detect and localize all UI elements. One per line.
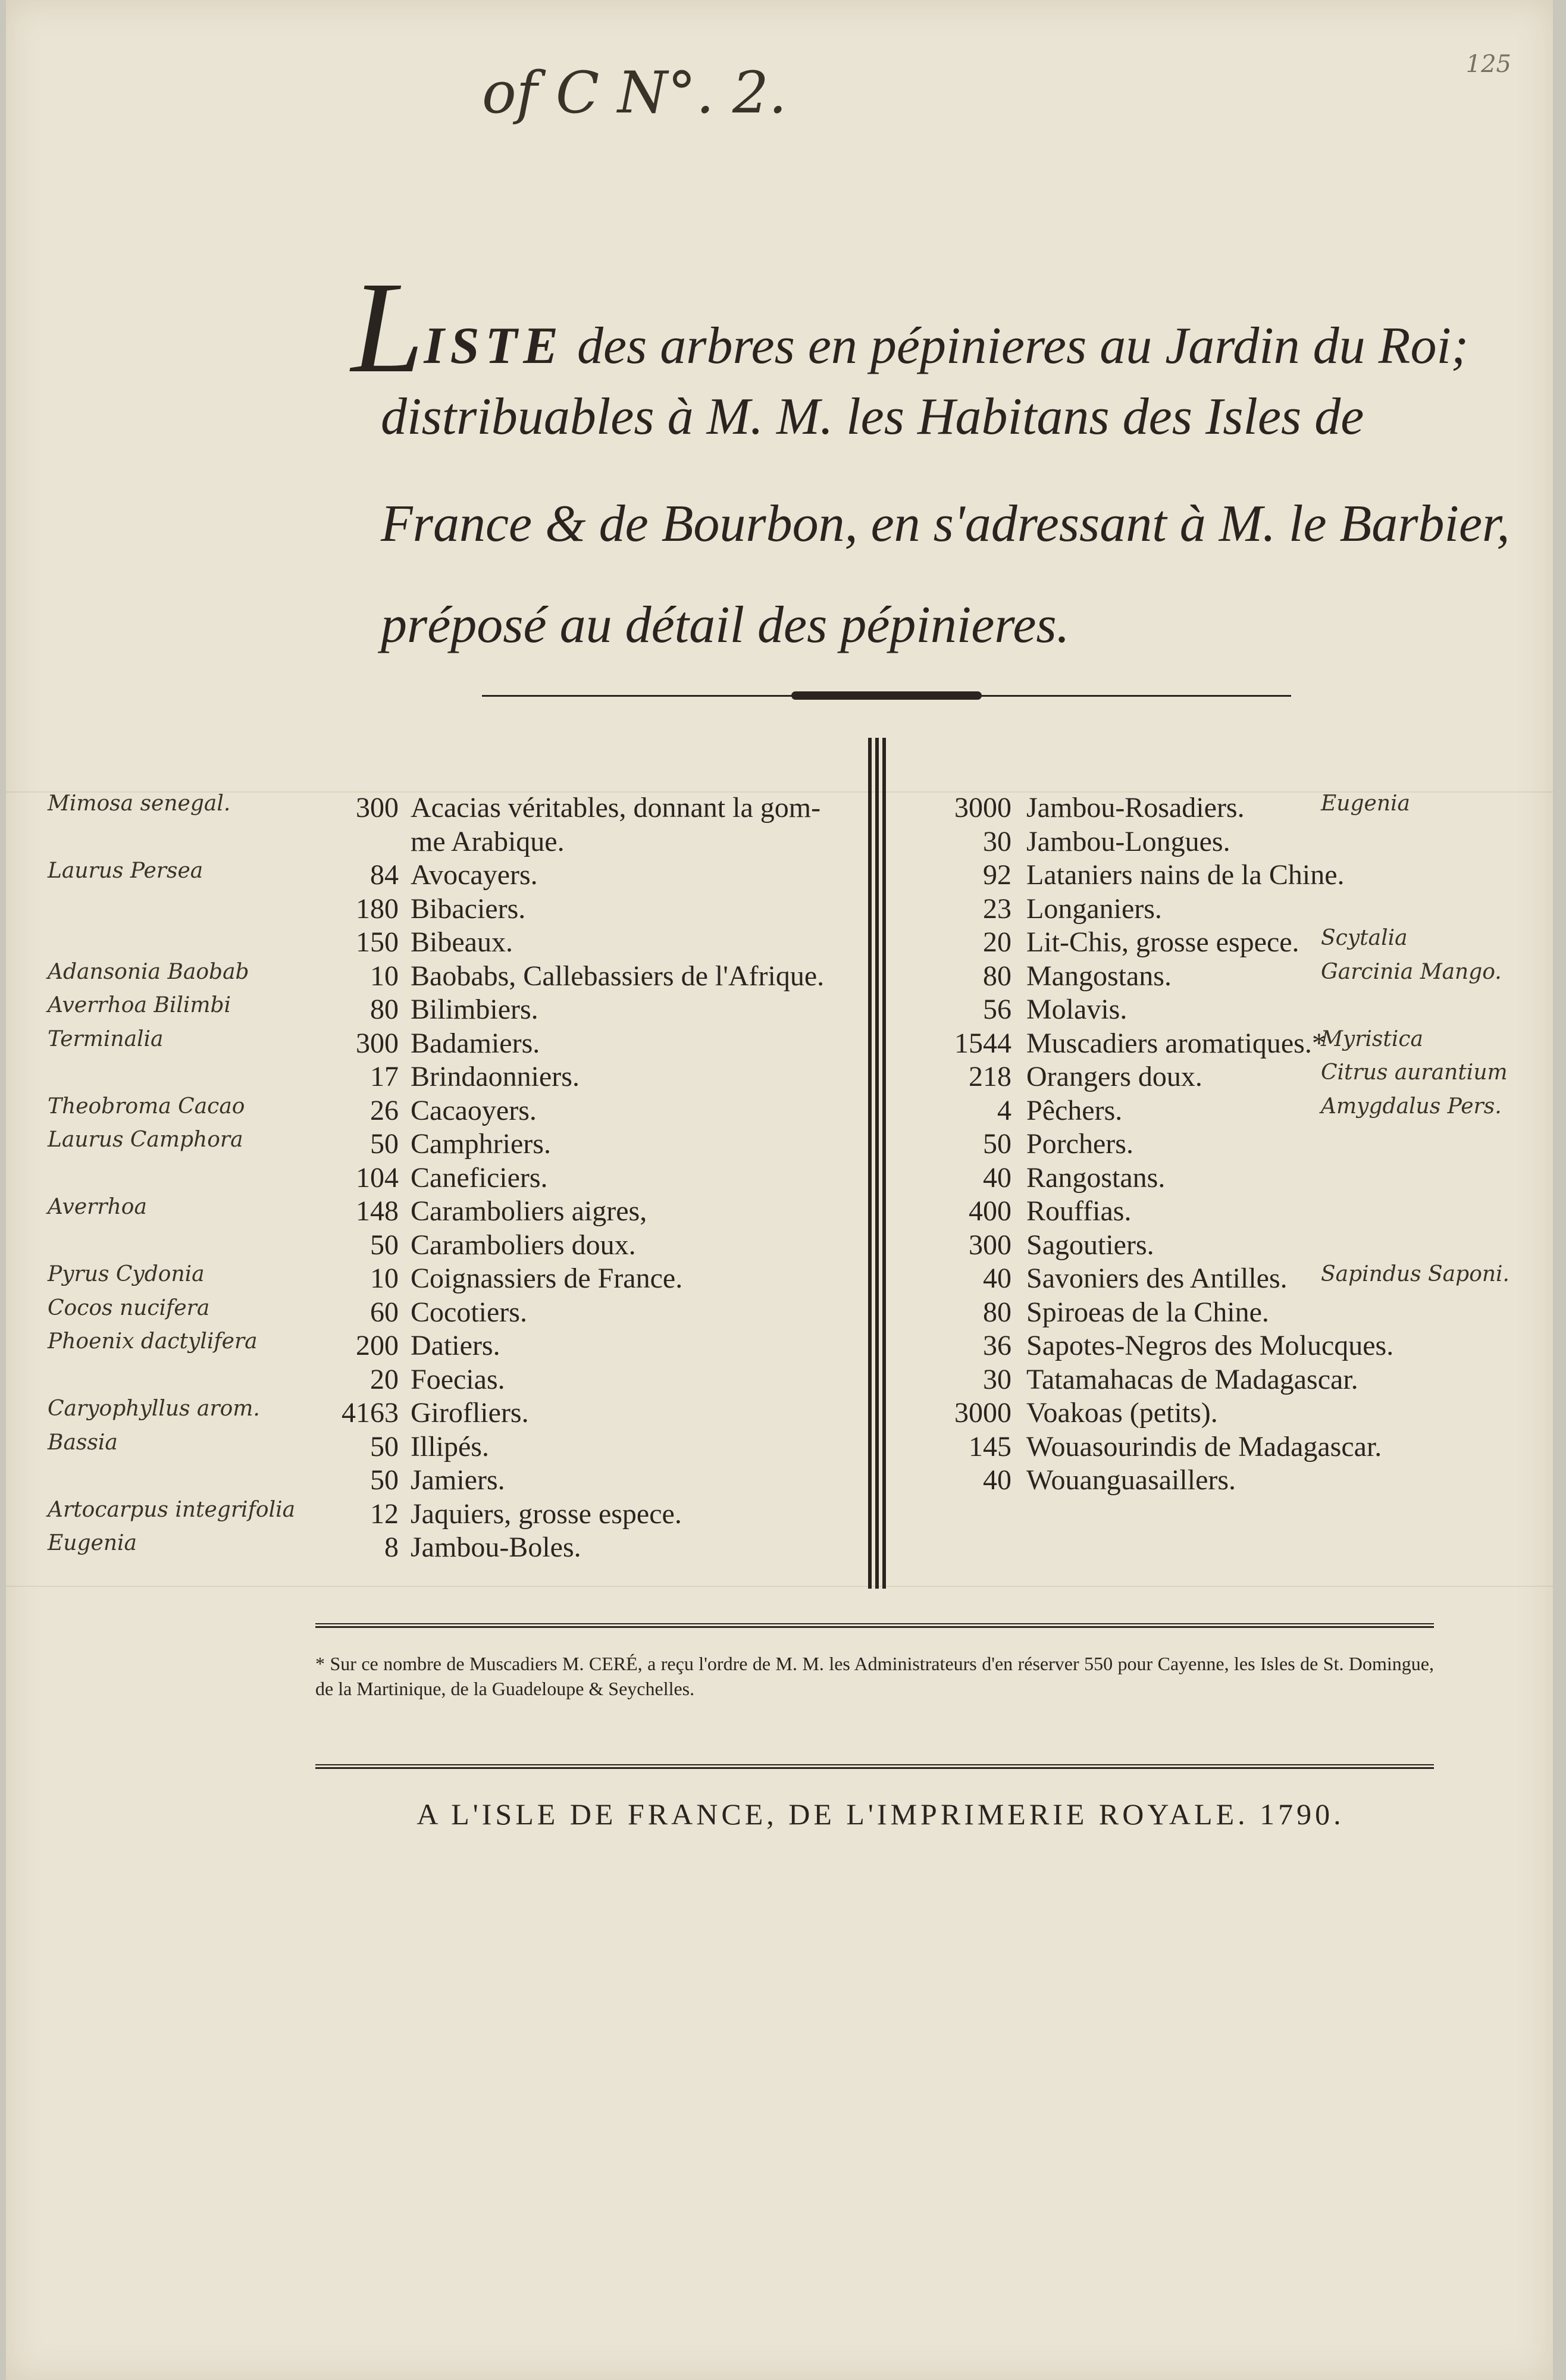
list-item xyxy=(892,960,1547,994)
quantity: 4163 xyxy=(342,1397,399,1429)
quantity: 50 xyxy=(370,1128,399,1160)
tree-name: Caramboliers doux. xyxy=(411,1229,636,1261)
handwritten-folio: 125 xyxy=(1465,51,1511,78)
tree-name: Porchers. xyxy=(1026,1128,1133,1160)
list-item xyxy=(892,1229,1547,1263)
quantity: 300 xyxy=(356,1027,399,1059)
handwritten-botanical-name: Averrhoa xyxy=(48,1195,147,1219)
quantity: 218 xyxy=(969,1061,1011,1092)
list-item xyxy=(6,1195,863,1229)
tree-name: Jambou-Longues. xyxy=(1026,825,1230,857)
quantity: 3000 xyxy=(954,1397,1011,1429)
list-item xyxy=(892,1430,1547,1464)
tree-name: Molavis. xyxy=(1026,994,1127,1025)
list-item xyxy=(6,1128,863,1161)
list-item xyxy=(892,1296,1547,1330)
list-item xyxy=(892,1161,1547,1195)
handwritten-botanical-name: Phoenix dactylifera xyxy=(48,1329,258,1354)
quantity: 145 xyxy=(969,1430,1011,1463)
quantity: 20 xyxy=(983,926,1011,958)
tree-name: Lit-Chis, grosse espece. xyxy=(1026,926,1299,958)
title-word: ISTE xyxy=(424,317,564,375)
tree-name: Camphriers. xyxy=(411,1128,551,1160)
tree-name: me Arabique. xyxy=(411,825,565,857)
tree-name: Jambou-Boles. xyxy=(411,1532,581,1563)
quantity: 56 xyxy=(983,994,1011,1025)
list-item xyxy=(6,1296,863,1330)
document-sheet xyxy=(6,0,1553,2380)
tree-name: Longaniers. xyxy=(1026,892,1162,925)
tree-name: Brindaonniers. xyxy=(411,1061,580,1092)
list-item xyxy=(892,1262,1547,1296)
quantity: 36 xyxy=(983,1330,1011,1361)
tree-name: Mangostans. xyxy=(1026,960,1172,992)
tree-name: Avocayers. xyxy=(411,859,538,891)
handwritten-botanical-name: Pyrus Cydonia xyxy=(48,1262,205,1286)
handwritten-botanical-name: Adansonia Baobab xyxy=(48,959,249,984)
list-item xyxy=(6,1161,863,1195)
footnote: * Sur ce nombre de Muscadiers M. CERÉ, a reçu l'ordre de M. M. les Administrateurs d'en réserver 550 pour Cayenne, les Isles de St. Domingue, de la Martinique, de la Guadeloupe & Seychelles. xyxy=(315,1653,1434,1699)
list-item xyxy=(6,1464,863,1498)
quantity: 92 xyxy=(983,859,1011,891)
list-item xyxy=(892,791,1547,825)
quantity: 17 xyxy=(370,1061,399,1092)
list-item xyxy=(892,1396,1547,1430)
tree-name: Illipés. xyxy=(411,1430,489,1463)
tree-name: Rouffias. xyxy=(1026,1195,1132,1227)
handwritten-botanical-name: Scytalia xyxy=(1321,926,1408,950)
list-item xyxy=(6,1229,863,1263)
list-item xyxy=(892,1464,1547,1498)
quantity: 80 xyxy=(983,1296,1011,1328)
tree-name: Sagoutiers. xyxy=(1026,1229,1154,1261)
quantity: 300 xyxy=(356,792,399,823)
tree-name: Muscadiers aromatiques.* xyxy=(1026,1027,1326,1059)
handwritten-botanical-name: Laurus Persea xyxy=(48,859,203,883)
list-item xyxy=(6,825,863,859)
quantity: 10 xyxy=(370,960,399,992)
tree-name: Bibaciers. xyxy=(411,892,526,925)
list-item xyxy=(892,926,1547,960)
quantity: 23 xyxy=(983,892,1011,925)
tree-name: Baobabs, Callebassiers de l'Afrique. xyxy=(411,960,825,992)
quantity: 400 xyxy=(969,1195,1011,1227)
handwritten-botanical-name: Eugenia xyxy=(48,1531,137,1555)
handwritten-botanical-name: Averrhoa Bilimbi xyxy=(48,993,231,1017)
handwritten-botanical-name: Citrus aurantium xyxy=(1321,1060,1508,1085)
tree-name: Badamiers. xyxy=(411,1027,540,1059)
handwritten-botanical-name: Terminalia xyxy=(48,1026,164,1051)
rule-above-imprint xyxy=(315,1764,1434,1769)
list-item xyxy=(6,1531,863,1565)
tree-name: Tatamahacas de Madagascar. xyxy=(1026,1363,1358,1395)
quantity: 60 xyxy=(370,1296,399,1328)
quantity: 84 xyxy=(370,859,399,891)
tree-name: Sapotes-Negros des Molucques. xyxy=(1026,1330,1394,1361)
quantity: 20 xyxy=(370,1363,399,1395)
tree-name: Jamiers. xyxy=(411,1464,505,1496)
list-item xyxy=(6,1396,863,1430)
list-item xyxy=(6,791,863,825)
quantity: 80 xyxy=(370,994,399,1025)
handwritten-botanical-name: Sapindus Saponi. xyxy=(1321,1262,1510,1286)
handwritten-botanical-name: Amygdalus Pers. xyxy=(1321,1094,1502,1119)
title-initial: L xyxy=(351,255,424,400)
list-item xyxy=(6,1430,863,1464)
handwritten-botanical-name: Mimosa senegal. xyxy=(48,791,231,816)
tree-name: Girofliers. xyxy=(411,1397,529,1429)
quantity: 8 xyxy=(384,1532,399,1563)
quantity: 50 xyxy=(370,1430,399,1463)
tree-name: Lataniers nains de la Chine. xyxy=(1026,859,1345,891)
quantity: 50 xyxy=(370,1229,399,1261)
tree-name: Jaquiers, grosse espece. xyxy=(411,1498,682,1530)
tree-list-right xyxy=(892,791,1547,1498)
list-item xyxy=(6,892,863,926)
column-separator xyxy=(866,738,890,1589)
list-item xyxy=(6,960,863,994)
handwritten-botanical-name: Myristica xyxy=(1321,1026,1424,1051)
quantity: 300 xyxy=(969,1229,1011,1261)
tree-name: Caneficiers. xyxy=(411,1161,548,1194)
imprint: A L'ISLE DE FRANCE, DE L'IMPRIMERIE ROYALE. 1790. xyxy=(416,1797,1345,1831)
tree-name: Wouasourindis de Madagascar. xyxy=(1026,1430,1382,1463)
quantity: 200 xyxy=(356,1330,399,1361)
quantity: 150 xyxy=(356,926,399,958)
title-line-1-text: des arbres en pépinieres au Jardin du Roi; xyxy=(564,317,1469,375)
title-line-4: préposé au détail des pépinieres. xyxy=(381,596,1070,654)
tree-name: Wouanguasaillers. xyxy=(1026,1464,1236,1496)
tree-name: Jambou-Rosadiers. xyxy=(1026,792,1245,823)
handwritten-botanical-name: Bassia xyxy=(48,1430,118,1455)
title-line-1 xyxy=(351,255,1469,400)
list-item xyxy=(892,1094,1547,1128)
handwritten-botanical-name: Caryophyllus arom. xyxy=(48,1396,260,1421)
quantity: 1544 xyxy=(954,1027,1011,1059)
quantity: 30 xyxy=(983,1363,1011,1395)
list-item xyxy=(6,1027,863,1061)
handwritten-botanical-name: Cocos nucifera xyxy=(48,1295,210,1320)
quantity: 104 xyxy=(356,1161,399,1194)
quantity: 26 xyxy=(370,1094,399,1126)
ornamental-rule xyxy=(482,690,1291,701)
list-item xyxy=(892,993,1547,1027)
tree-name: Foecias. xyxy=(411,1363,505,1395)
tree-name: Coignassiers de France. xyxy=(411,1263,683,1294)
handwritten-botanical-name: Laurus Camphora xyxy=(48,1128,243,1152)
tree-name: Bilimbiers. xyxy=(411,994,538,1025)
list-item xyxy=(892,892,1547,926)
tree-name: Voakoas (petits). xyxy=(1026,1397,1218,1429)
tree-name: Cocotiers. xyxy=(411,1296,527,1328)
title-line-2: distribuables à M. M. les Habitans des Isles de xyxy=(381,388,1364,446)
quantity: 50 xyxy=(983,1128,1011,1160)
quantity: 148 xyxy=(356,1195,399,1227)
handwritten-botanical-name: Artocarpus integrifolia xyxy=(48,1497,296,1522)
title-line-3: France & de Bourbon, en s'adressant à M. le Barbier, xyxy=(381,495,1510,553)
list-item xyxy=(6,1262,863,1296)
list-item xyxy=(892,825,1547,859)
tree-list-left xyxy=(6,791,863,1565)
list-item xyxy=(892,1195,1547,1229)
list-item xyxy=(6,1498,863,1532)
quantity: 180 xyxy=(356,892,399,925)
list-item xyxy=(892,859,1547,892)
quantity: 3000 xyxy=(954,792,1011,823)
list-item xyxy=(6,993,863,1027)
quantity: 80 xyxy=(983,960,1011,992)
quantity: 4 xyxy=(997,1094,1011,1126)
quantity: 10 xyxy=(370,1263,399,1294)
quantity: 40 xyxy=(983,1263,1011,1294)
quantity: 40 xyxy=(983,1161,1011,1194)
tree-name: Cacaoyers. xyxy=(411,1094,537,1126)
tree-name: Orangers doux. xyxy=(1026,1061,1202,1092)
list-item xyxy=(892,1329,1547,1363)
tree-name: Caramboliers aigres, xyxy=(411,1195,647,1227)
handwritten-botanical-name: Garcinia Mango. xyxy=(1321,959,1502,984)
list-item xyxy=(6,1363,863,1397)
handwritten-botanical-name: Eugenia xyxy=(1321,791,1410,816)
list-item xyxy=(6,926,863,960)
quantity: 40 xyxy=(983,1464,1011,1496)
tree-name: Rangostans. xyxy=(1026,1161,1166,1194)
rule-above-footnote xyxy=(315,1623,1434,1628)
handwritten-botanical-name: Theobroma Cacao xyxy=(48,1094,245,1119)
list-item xyxy=(892,1060,1547,1094)
list-item xyxy=(6,1094,863,1128)
list-item xyxy=(6,1060,863,1094)
list-item xyxy=(6,1329,863,1363)
quantity: 30 xyxy=(983,825,1011,857)
list-item xyxy=(892,1128,1547,1161)
list-item xyxy=(6,859,863,892)
quantity: 50 xyxy=(370,1464,399,1496)
list-item xyxy=(892,1363,1547,1397)
tree-name: Spiroeas de la Chine. xyxy=(1026,1296,1269,1328)
tree-name: Bibeaux. xyxy=(411,926,513,958)
list-item xyxy=(892,1027,1547,1061)
tree-name: Datiers. xyxy=(411,1330,500,1361)
tree-name: Acacias véritables, donnant la gom- xyxy=(411,792,821,823)
tree-name: Pêchers. xyxy=(1026,1094,1123,1126)
quantity: 12 xyxy=(370,1498,399,1530)
fold-line xyxy=(6,1586,1553,1587)
tree-name: Savoniers des Antilles. xyxy=(1026,1263,1288,1294)
handwritten-reference: of C N°. 2. xyxy=(482,60,787,126)
